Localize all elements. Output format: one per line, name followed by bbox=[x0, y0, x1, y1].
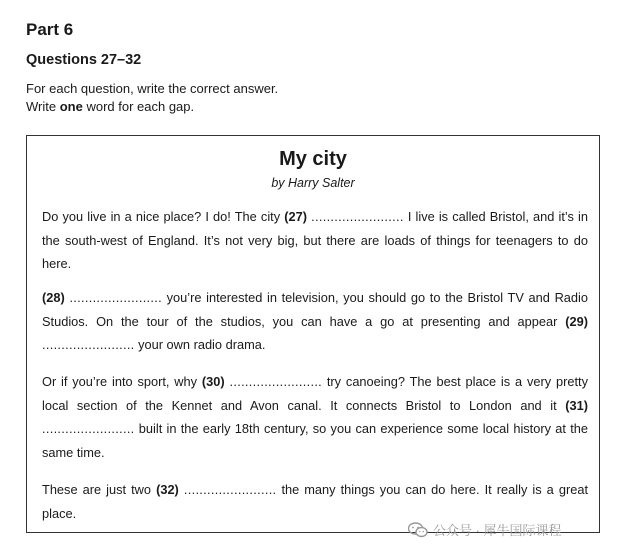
paragraph-text: Do you live in a nice place? I do! The city bbox=[42, 209, 285, 224]
paragraph-2 bbox=[42, 286, 588, 357]
article-box bbox=[26, 135, 600, 533]
paragraph-text: I live is called Bristol, and it’s in the south-west of England. It’s not very big, but there are loads of things for teenagers to do here. bbox=[42, 209, 588, 272]
article-byline: by Harry Salter bbox=[271, 176, 355, 190]
gap-28-blank: ........................ bbox=[69, 290, 162, 305]
watermark bbox=[408, 520, 562, 539]
instruction-line-1: For each question, write the correct answer. bbox=[26, 81, 279, 96]
instruction-line-2 bbox=[26, 98, 278, 116]
paragraph-3 bbox=[42, 370, 588, 464]
watermark-text: 公众号 · 犀牛国际课程 bbox=[433, 523, 562, 538]
gap-28-number: (28) bbox=[42, 290, 65, 305]
instruction-text: Write bbox=[26, 99, 60, 114]
paragraph-text: you’re interested in television, you should go to the Bristol TV and Radio Studios. On the tour of the studios, you can have a go at presenting and appear bbox=[42, 290, 588, 329]
gap-31-blank: ........................ bbox=[42, 421, 135, 437]
gap-27-number: (27) bbox=[284, 209, 308, 224]
gap-32-number: (32) bbox=[156, 482, 179, 497]
wechat-icon bbox=[408, 522, 428, 538]
instruction-text: word for each gap. bbox=[82, 99, 195, 114]
paragraph-text: Or if you’re into sport, why bbox=[42, 374, 202, 389]
paragraph-1 bbox=[42, 205, 588, 276]
paragraph-text: built in the early 18th century, so you can experience some local history at the same time. bbox=[42, 421, 588, 460]
paragraph-text: your own radio drama. bbox=[134, 337, 266, 353]
gap-29-blank: ........................ bbox=[42, 337, 135, 353]
paragraph-4 bbox=[42, 478, 588, 525]
questions-range: Questions 27–32 bbox=[26, 52, 142, 68]
gap-31-number: (31) bbox=[565, 397, 588, 413]
paragraph-text: These are just two bbox=[42, 482, 157, 497]
instructions bbox=[26, 80, 278, 116]
gap-32-blank: ........................ bbox=[183, 482, 277, 497]
instruction-emphasis: one bbox=[59, 99, 83, 114]
gap-27-blank: ........................ bbox=[311, 209, 404, 224]
paragraph-text: the many things you can do here. It really is a great place. bbox=[42, 482, 588, 521]
paragraph-text: try canoeing? The best place is a very pretty local section of the Kennet and Avon canal. It connects Bristol to London and it bbox=[42, 374, 588, 413]
gap-30-blank: ........................ bbox=[229, 374, 323, 389]
gap-29-number: (29) bbox=[565, 313, 588, 329]
part-title: Part 6 bbox=[26, 20, 74, 39]
article-title: My city bbox=[279, 148, 347, 170]
gap-30-number: (30) bbox=[201, 374, 225, 389]
